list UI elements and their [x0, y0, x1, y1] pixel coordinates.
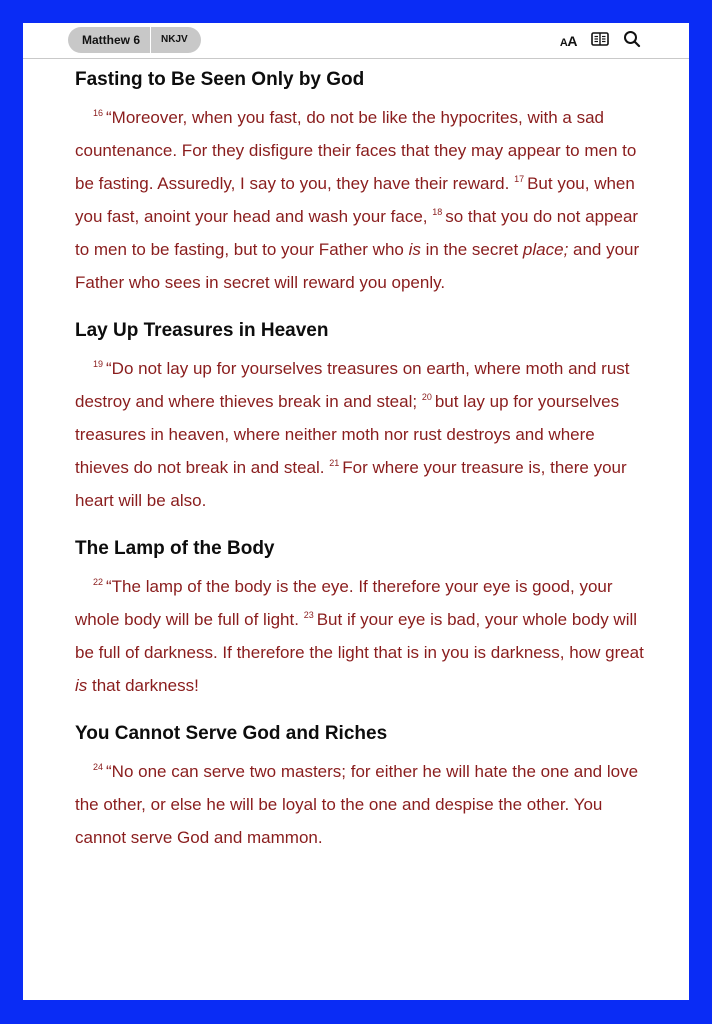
- section-heading: The Lamp of the Body: [75, 538, 275, 559]
- paragraph: [75, 101, 650, 299]
- section-heading: Lay Up Treasures in Heaven: [75, 320, 329, 341]
- verse-number[interactable]: 18: [432, 207, 443, 218]
- passage-selector[interactable]: [68, 27, 201, 53]
- paragraph: [75, 352, 650, 517]
- top-bar: [23, 23, 689, 59]
- reader-book-icon[interactable]: [591, 32, 609, 51]
- verse-number[interactable]: 23: [303, 610, 314, 621]
- verse-text: “Moreover, when you fast, do not be like the hypocrites, with a sad countenance. For they disfigure their faces that they may appear to men to be fasting. Assuredly, I say to you, they have their reward.: [75, 108, 637, 193]
- toolbar-icons: [560, 30, 641, 53]
- verse-number[interactable]: 17: [514, 174, 525, 185]
- verse-italic-text: is: [75, 676, 88, 695]
- verse-text: “Do not lay up for yourselves treasures on earth, where moth and rust destroy and where thieves break in and steal;: [75, 359, 630, 411]
- verse-number[interactable]: 19: [93, 359, 104, 370]
- verse-number[interactable]: 22: [93, 577, 104, 588]
- verse-text: that darkness!: [87, 676, 199, 695]
- section-heading: Fasting to Be Seen Only by God: [75, 69, 365, 90]
- search-icon[interactable]: [623, 30, 641, 53]
- book-chapter-button[interactable]: Matthew 6: [82, 33, 141, 47]
- verse-italic-text: place;: [522, 240, 569, 259]
- verse-text: so that you do not appear to men to be fasting, but to your Father who: [75, 207, 639, 259]
- chapter-text: [75, 65, 650, 854]
- verse-number[interactable]: 24: [93, 762, 104, 773]
- verse-number[interactable]: 21: [329, 458, 340, 469]
- reader-page: [23, 23, 689, 1000]
- verse-text: For where your treasure is, there your heart will be also.: [75, 458, 627, 510]
- verse-text: in the secret: [420, 240, 523, 259]
- verse-text: “No one can serve two masters; for either he will hate the one and love the other, or else he will be loyal to the one and despise the other. You cannot serve God and mammon.: [75, 762, 639, 847]
- font-size-icon[interactable]: [560, 31, 577, 53]
- verse-number[interactable]: 16: [93, 108, 104, 119]
- verse-text: But you, when you fast, anoint your head and wash your face,: [75, 174, 635, 226]
- verse-text: But if your eye is bad, your whole body will be full of darkness. If therefore the light that is in you is darkness, how great: [75, 610, 644, 662]
- paragraph: [75, 755, 650, 854]
- font-size-large-glyph: A: [567, 32, 577, 49]
- verse-text: “The lamp of the body is the eye. If therefore your eye is good, your whole body will be full of light.: [75, 577, 613, 629]
- version-button[interactable]: NKJV: [161, 34, 188, 45]
- section-heading: You Cannot Serve God and Riches: [75, 723, 388, 744]
- verse-text: but lay up for yourselves treasures in heaven, where neither moth nor rust destroys and where thieves do not break in and steal.: [75, 392, 620, 477]
- verse-italic-text: is: [408, 240, 421, 259]
- font-size-small-glyph: A: [559, 36, 568, 49]
- verse-text: and your Father who sees in secret will reward you openly.: [75, 240, 640, 292]
- verse-number[interactable]: 20: [421, 392, 432, 403]
- paragraph: [75, 570, 650, 702]
